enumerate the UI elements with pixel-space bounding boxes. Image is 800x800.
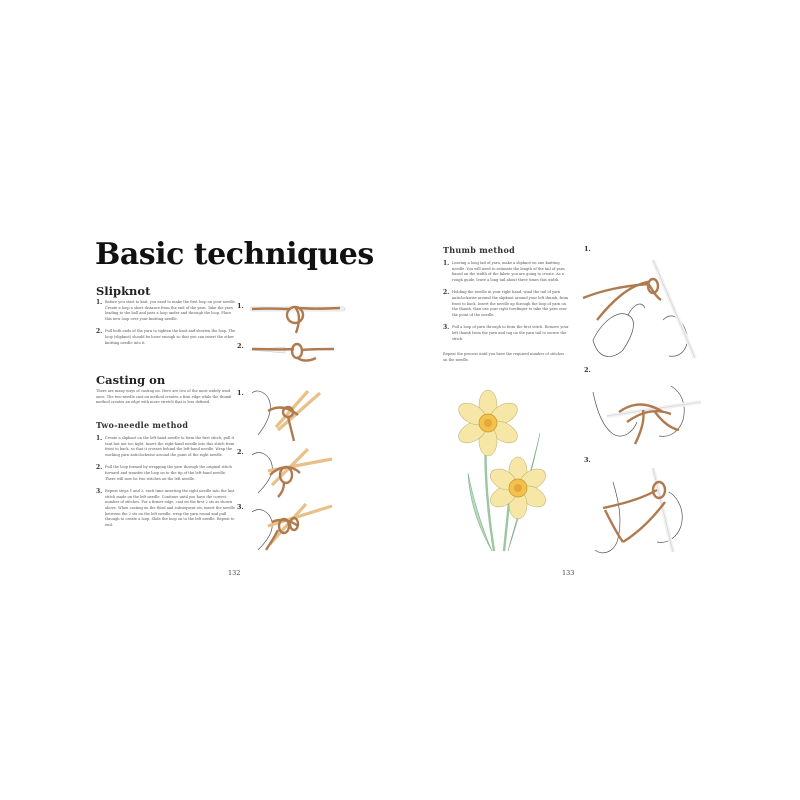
- daffodil-flower-bottom: [487, 457, 550, 519]
- two-needle-step-1: [96, 436, 236, 458]
- page-number-right: 133: [562, 569, 575, 577]
- step-number: 3.: [96, 488, 103, 496]
- two-needle-illustration-2: [248, 445, 333, 497]
- step-number: 1.: [96, 299, 103, 306]
- two-needle-step-3: [96, 489, 236, 528]
- step-text: Holding the needle in your right hand, wind the tail of yarn anticlockwise around the slipknot around your left thumb, from front to back. Insert the needle up through the loop of yarn on the thumb, then use your right forefinger to take the yarn over the point of the needle.: [452, 290, 569, 317]
- step-number: 2.: [96, 328, 103, 336]
- slipknot-step-2: [96, 329, 236, 346]
- two-needle-illustration-1: [248, 385, 328, 443]
- step-text: Pull the loop formed by wrapping the yarn through the original stitch forward and transfer the loop on to the tip of the left-hand needle. There will now be two stitches on the left needle.: [105, 465, 232, 481]
- thumb-method-heading: Thumb method: [443, 245, 516, 255]
- thumb-illustration-2: [583, 372, 703, 452]
- thumb-step-1: [443, 261, 569, 283]
- thumb-illustration-3: [583, 462, 703, 557]
- thumb-figure-2-label: 2.: [584, 366, 591, 374]
- slipknot-heading: Slipknot: [96, 284, 151, 298]
- step-text: Create a slipknot on the left-hand needle to form the first stitch; pull it taut but not too tight. Insert the right-hand needle into this stitch from front to back, so that it crosses behind the left-hand needle. Wrap the working yarn anticlockwise around the point of the right needle.: [105, 436, 235, 457]
- casting-on-intro: There are many ways of casting on. Here are two of the most widely used ones. The two-needle cast-on method creates a firm edge while the thumb method creates an edge with more stretch that is less defined.: [96, 389, 232, 405]
- page-title: Basic techniques: [95, 237, 374, 272]
- two-needle-steps: [96, 436, 236, 528]
- thumb-figure-1-label: 1.: [584, 245, 591, 253]
- casting-on-heading: Casting on: [96, 373, 166, 387]
- thumb-figure-3-label: 3.: [584, 456, 591, 464]
- step-text: Leaving a long tail of yarn, make a slipknot on one knitting needle. You will need to estimate the length of the tail of yarn based on the width of the fabric you are going to create. As a rough guide, leave a long tail about three times this width.: [452, 261, 565, 282]
- step-text: Pull a loop of yarn through to form the first stitch. Remove your left thumb from the yarn and tug on the yarn tail to secure the stitch.: [452, 325, 569, 341]
- thumb-step-2: [443, 290, 569, 318]
- slipknot-figure-1-label: 1.: [237, 302, 244, 310]
- two-needle-step-2: [96, 465, 236, 482]
- slipknot-illustration-2: [250, 336, 345, 364]
- step-number: 2.: [96, 464, 103, 472]
- thumb-closing-text: Repeat the process until you have the required number of stitches on the needle.: [443, 352, 565, 362]
- two-needle-figure-3-label: 3.: [237, 503, 244, 511]
- two-needle-heading: Two-needle method: [96, 420, 189, 430]
- slipknot-step-1: [96, 300, 236, 322]
- step-text: Pull both ends of the yarn to tighten the knot and shorten the loop. The loop (slipknot) should be loose enough so that you can insert the other knitting needle into it.: [105, 329, 236, 345]
- two-needle-illustration-3: [248, 500, 333, 552]
- two-needle-figure-1-label: 1.: [237, 389, 244, 397]
- daffodil-illustration: [448, 383, 548, 553]
- step-number: 3.: [443, 324, 450, 332]
- two-needle-figure-2-label: 2.: [237, 448, 244, 456]
- slipknot-steps: [96, 300, 236, 346]
- step-text: Repeat steps 1 and 2, each time inserting the right needle into the last stitch made on the left needle. Continue until you have the correct number of stitches. For a firmer edge, cast on the first 2 sts as shown above. When casting on the third and subsequent sts, insert the needle between the 2 sts on the left needle, wrap the yarn round and pull through to create a loop. Slide the loop on to the left needle. Repeat to end.: [105, 489, 236, 527]
- page-number-left: 132: [228, 569, 241, 577]
- thumb-illustration-1: [583, 250, 703, 365]
- slipknot-illustration-1: [250, 295, 345, 335]
- slipknot-figure-2-label: 2.: [237, 342, 244, 350]
- thumb-step-3: [443, 325, 569, 342]
- step-text: Before you start to knit, you need to make the first loop on your needle. Create a loop a short distance from the end of the yarn. Take the yarn leading to the ball and pass a loop under and through the loop. Place this new loop over your knitting needle.: [105, 300, 236, 321]
- step-number: 2.: [443, 289, 450, 297]
- step-number: 1.: [96, 435, 103, 442]
- thumb-method-steps: [443, 261, 569, 363]
- step-number: 1.: [443, 260, 450, 267]
- daffodil-flower-top: [455, 390, 521, 456]
